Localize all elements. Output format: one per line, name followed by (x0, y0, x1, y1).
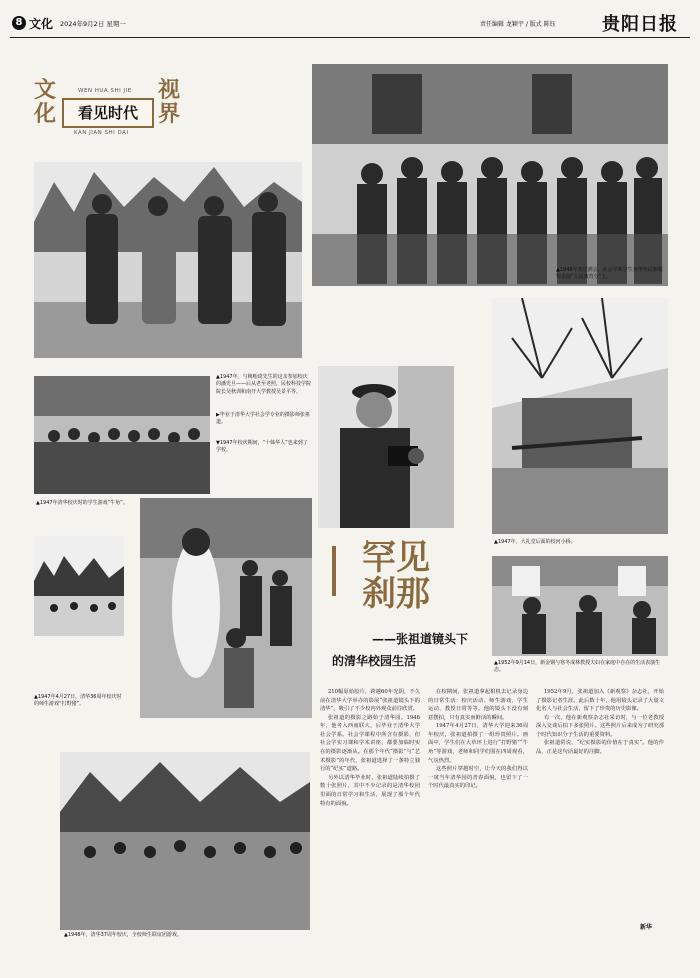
caption-visitors: ▼1947年校庆期间，“十姊华人”也来到了学校。 (216, 440, 308, 454)
article-column-1 (320, 688, 420, 928)
photo-photographer-zhang-zudao (318, 366, 454, 528)
photo-school-anniversary-game (60, 752, 310, 930)
caption-anniversary-game: ▲1948年，清华37周年校庆，全校师生联谊团游戏。 (64, 932, 182, 938)
headline-block (332, 540, 482, 680)
photo-campus-bridge (492, 298, 668, 534)
column-title-block (34, 72, 184, 156)
caption-four-professors: ▲1947年，与梅贻琦先生的这亲参加校庆的潘光旦——后从老至老照，民校科技学院院长吴秋训和南开大学教授吴景平等。 (216, 374, 312, 395)
column-pinyin-top: WEN HUA SHI JIE (78, 88, 132, 94)
photo-bull-game (34, 536, 124, 636)
article-paragraph: 210幅原始胶片，跨越60年光阴，不久前在清华大学举办的影展“张祖道镜头下的清华”，吸引了不少校内外观众前往欣赏。 (320, 689, 420, 713)
editor-credits: 责任编辑 龙颖宇 / 版式 陈钰 (480, 21, 556, 28)
newspaper-logo: 贵阳日报 (602, 14, 678, 35)
column-left-chars: 文化 (34, 77, 57, 127)
headline-sub-line2: 的清华校园生活 (332, 654, 417, 668)
photo-four-professors (34, 162, 302, 358)
photo-boar-hunting-game (140, 498, 312, 718)
column-right-chars: 视界 (158, 77, 181, 127)
section-name: 文化 (29, 17, 54, 31)
article-column-3 (536, 688, 664, 916)
caption-campus-bridge: ▲1947年，大礼堂后面的校河小桥。 (494, 539, 576, 545)
column-title: 看见时代 (62, 98, 154, 128)
caption-ethnic-costume: ▲1948年欢送酒会，社会学系学生身穿各民族服饰表演“人民教育分”上。 (556, 267, 663, 281)
caption-couple-home: ▲1952年9月14日，新金钢与寒冬成林教授夫妇在家庭中自在的生活表演生态。 (494, 660, 661, 674)
article-paragraph: 在校期间，张祖道拿起相机去记录身边的日常生活：校庆活动、师生游戏、学生运动、教授日常等等。他的镜头下没有刻意摆拍，只有真实而鲜活的瞬间。 (428, 689, 528, 721)
headline-sub-line1: ——张祖道镜头下 (372, 632, 469, 646)
photo-campus-crowd-1947 (34, 376, 210, 494)
headline-main-line1: 罕见 (362, 538, 430, 578)
caption-bull-game: ▲1947年清华校庆时的学生游戏“牛角”。 (36, 500, 128, 506)
masthead-rule (10, 37, 690, 38)
article-byline: 新华 (640, 924, 653, 931)
issue-date: 2024年9月2日 星期一 (60, 20, 126, 28)
photo-couple-at-home (492, 556, 668, 656)
article-paragraph: 另外以清华毕业时，张祖道陆续拍摄了数十张照片，其中不少记录的是清华校园里面的日常学习和生活，展现了那个年代特有的面貌。 (320, 774, 420, 807)
article-column-2 (428, 688, 528, 928)
article-paragraph: 1952年9月，张祖道加入《新观察》杂志社，开始了摄影记者生涯。此后数十年，他用镜头记录了大量文化名人与社会生活，留下了珍贵的历史影像。 (536, 689, 664, 713)
article-paragraph: 张祖道的摄影之路始于清华园。1946年，他考入西南联大，后毕业于清华大学社会学系。社会学课程中所含有摄影，但社会学实习课和学术讲座，都要加临时实在的摄影逐渐从。在那个年代“摄影”与“艺术摄影”的年代，张祖道选择了一条特立独行的“纪实”道路。 (320, 714, 420, 773)
page-number-badge: 8 (12, 16, 26, 30)
article-paragraph: 1947年4月27日，清华大学迎来36周年校庆，张祖道拍摄了一组珍贵照片。画面中，学生们在大草坪上进行“打野猪”“牛角”等游戏，老师和同学们围在四周观看，气氛热烈。 (428, 723, 528, 764)
column-pinyin-bottom: KAN JIAN SHI DAI (74, 130, 129, 136)
article-paragraph: 张祖道常说，“纪实摄影的价值在于真实”。他的作品，正是这句话最好的注脚。 (536, 740, 664, 756)
headline-main-line2: 刹那 (362, 574, 430, 614)
photo-ethnic-costume-students (312, 64, 668, 286)
article-paragraph: 这些照片穿越时空，让今天的我们得以一窥当年清华园的青春面貌，也留下了一个时代最真实的印记。 (428, 766, 528, 790)
article-paragraph: 有一次，他在新观察杂志社采访时，与一位老教授深入交谈后拍下多张照片。这些照片后来成为了研究那个时代知识分子生活的重要资料。 (536, 714, 664, 738)
caption-photographer: ▶毕业于清华大学社会学专业的摄影师张祖道。 (216, 412, 310, 426)
caption-boar-game: ▲1947年4月27日，清华36周年校庆时的师生游戏“打野猪”。 (34, 694, 122, 708)
headline-accent-bar (332, 546, 336, 596)
